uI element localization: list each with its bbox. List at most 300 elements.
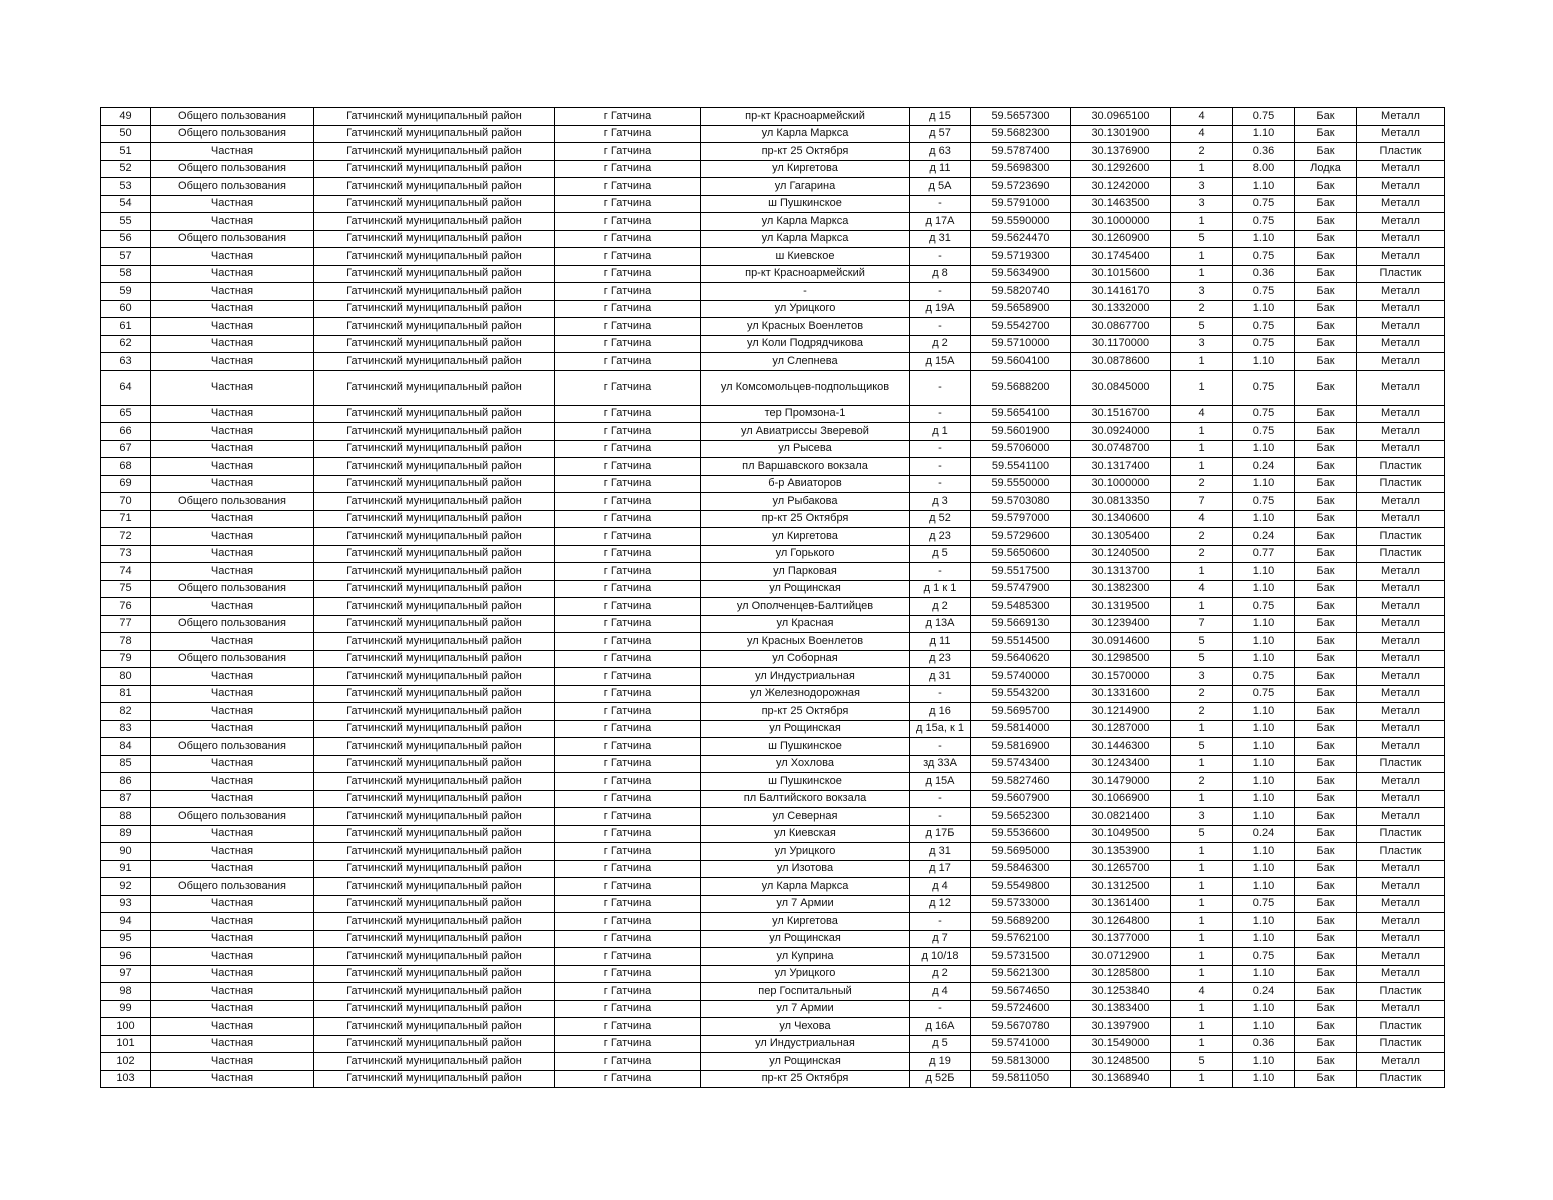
cell-latitude: 59.5688200	[971, 370, 1071, 405]
cell-container-volume: 1.10	[1233, 440, 1295, 458]
cell-house: -	[910, 685, 971, 703]
cell-material: Металл	[1357, 283, 1445, 301]
cell-ownership-type: Частная	[151, 965, 314, 983]
cell-district: Гатчинский муниципальный район	[314, 283, 555, 301]
cell-longitude: 30.1243400	[1071, 755, 1171, 773]
cell-house: -	[910, 248, 971, 266]
cell-longitude: 30.1170000	[1071, 335, 1171, 353]
cell-district: Гатчинский муниципальный район	[314, 353, 555, 371]
cell-street: ул Северная	[701, 808, 910, 826]
cell-longitude: 30.1383400	[1071, 1000, 1171, 1018]
cell-container-volume: 0.75	[1233, 493, 1295, 511]
cell-container-type: Бак	[1295, 965, 1357, 983]
cell-district: Гатчинский муниципальный район	[314, 160, 555, 178]
cell-ownership-type: Частная	[151, 948, 314, 966]
cell-settlement: г Гатчина	[555, 668, 701, 686]
table-row	[101, 195, 1445, 213]
cell-house: -	[910, 563, 971, 581]
cell-longitude: 30.1312500	[1071, 878, 1171, 896]
cell-container-count: 1	[1171, 458, 1233, 476]
cell-material: Металл	[1357, 318, 1445, 336]
cell-container-count: 3	[1171, 668, 1233, 686]
cell-ownership-type: Частная	[151, 213, 314, 231]
cell-container-volume: 0.75	[1233, 335, 1295, 353]
cell-district: Гатчинский муниципальный район	[314, 405, 555, 423]
cell-container-count: 1	[1171, 353, 1233, 371]
cell-street: ул Карла Маркса	[701, 878, 910, 896]
cell-street: ул Красных Военлетов	[701, 318, 910, 336]
cell-container-volume: 1.10	[1233, 563, 1295, 581]
table-row	[101, 160, 1445, 178]
cell-material: Металл	[1357, 615, 1445, 633]
cell-container-type: Бак	[1295, 790, 1357, 808]
cell-material: Металл	[1357, 895, 1445, 913]
cell-latitude: 59.5813000	[971, 1053, 1071, 1071]
cell-longitude: 30.1745400	[1071, 248, 1171, 266]
cell-district: Гатчинский муниципальный район	[314, 475, 555, 493]
cell-latitude: 59.5607900	[971, 790, 1071, 808]
cell-row-number: 82	[101, 703, 151, 721]
cell-house: д 3	[910, 493, 971, 511]
cell-settlement: г Гатчина	[555, 300, 701, 318]
cell-street: ул Киевская	[701, 825, 910, 843]
cell-house: д 63	[910, 143, 971, 161]
cell-settlement: г Гатчина	[555, 825, 701, 843]
cell-house: д 17Б	[910, 825, 971, 843]
cell-ownership-type: Частная	[151, 335, 314, 353]
cell-ownership-type: Частная	[151, 703, 314, 721]
cell-latitude: 59.5514500	[971, 633, 1071, 651]
cell-district: Гатчинский муниципальный район	[314, 965, 555, 983]
cell-container-count: 5	[1171, 1053, 1233, 1071]
table-row	[101, 668, 1445, 686]
table-row	[101, 563, 1445, 581]
cell-latitude: 59.5706000	[971, 440, 1071, 458]
cell-material: Пластик	[1357, 983, 1445, 1001]
cell-settlement: г Гатчина	[555, 1018, 701, 1036]
cell-material: Металл	[1357, 335, 1445, 353]
cell-container-count: 2	[1171, 703, 1233, 721]
cell-house: д 16	[910, 703, 971, 721]
cell-material: Металл	[1357, 703, 1445, 721]
cell-container-count: 5	[1171, 738, 1233, 756]
cell-latitude: 59.5743400	[971, 755, 1071, 773]
cell-container-count: 3	[1171, 808, 1233, 826]
cell-container-count: 1	[1171, 563, 1233, 581]
cell-container-volume: 1.10	[1233, 300, 1295, 318]
cell-material: Пластик	[1357, 265, 1445, 283]
cell-ownership-type: Частная	[151, 545, 314, 563]
cell-container-type: Бак	[1295, 458, 1357, 476]
cell-row-number: 67	[101, 440, 151, 458]
cell-house: -	[910, 475, 971, 493]
cell-container-volume: 1.10	[1233, 930, 1295, 948]
cell-latitude: 59.5674650	[971, 983, 1071, 1001]
cell-longitude: 30.1292600	[1071, 160, 1171, 178]
cell-street: тер Промзона-1	[701, 405, 910, 423]
cell-material: Металл	[1357, 510, 1445, 528]
table-row	[101, 545, 1445, 563]
cell-container-volume: 1.10	[1233, 790, 1295, 808]
cell-ownership-type: Общего пользования	[151, 878, 314, 896]
cell-container-volume: 0.24	[1233, 528, 1295, 546]
cell-longitude: 30.1248500	[1071, 1053, 1171, 1071]
cell-container-count: 5	[1171, 633, 1233, 651]
table-row	[101, 790, 1445, 808]
cell-ownership-type: Частная	[151, 1035, 314, 1053]
cell-row-number: 90	[101, 843, 151, 861]
table-row	[101, 1000, 1445, 1018]
cell-settlement: г Гатчина	[555, 1035, 701, 1053]
cell-container-volume: 0.24	[1233, 458, 1295, 476]
cell-settlement: г Гатчина	[555, 125, 701, 143]
cell-row-number: 71	[101, 510, 151, 528]
cell-ownership-type: Общего пользования	[151, 808, 314, 826]
table-row	[101, 1070, 1445, 1088]
cell-container-volume: 0.75	[1233, 668, 1295, 686]
cell-material: Металл	[1357, 948, 1445, 966]
cell-settlement: г Гатчина	[555, 790, 701, 808]
cell-container-count: 4	[1171, 580, 1233, 598]
cell-container-type: Бак	[1295, 738, 1357, 756]
cell-container-count: 1	[1171, 843, 1233, 861]
cell-material: Металл	[1357, 405, 1445, 423]
cell-container-count: 5	[1171, 650, 1233, 668]
cell-house: д 2	[910, 598, 971, 616]
table-row	[101, 108, 1445, 126]
cell-longitude: 30.1446300	[1071, 738, 1171, 756]
cell-longitude: 30.1361400	[1071, 895, 1171, 913]
cell-district: Гатчинский муниципальный район	[314, 440, 555, 458]
cell-district: Гатчинский муниципальный район	[314, 493, 555, 511]
cell-house: -	[910, 440, 971, 458]
cell-container-volume: 1.10	[1233, 1070, 1295, 1088]
cell-container-type: Бак	[1295, 195, 1357, 213]
table-row	[101, 580, 1445, 598]
cell-container-count: 1	[1171, 790, 1233, 808]
cell-container-volume: 8.00	[1233, 160, 1295, 178]
cell-district: Гатчинский муниципальный район	[314, 195, 555, 213]
cell-material: Пластик	[1357, 1035, 1445, 1053]
table-row	[101, 440, 1445, 458]
cell-street: ул Гагарина	[701, 178, 910, 196]
cell-latitude: 59.5791000	[971, 195, 1071, 213]
cell-container-type: Бак	[1295, 545, 1357, 563]
cell-district: Гатчинский муниципальный район	[314, 1070, 555, 1088]
cell-container-type: Бак	[1295, 143, 1357, 161]
cell-container-count: 4	[1171, 108, 1233, 126]
cell-street: ул Железнодорожная	[701, 685, 910, 703]
cell-container-volume: 0.24	[1233, 983, 1295, 1001]
cell-container-type: Бак	[1295, 353, 1357, 371]
cell-container-count: 1	[1171, 265, 1233, 283]
cell-street: ул Рощинская	[701, 720, 910, 738]
cell-latitude: 59.5762100	[971, 930, 1071, 948]
cell-latitude: 59.5811050	[971, 1070, 1071, 1088]
cell-latitude: 59.5846300	[971, 860, 1071, 878]
cell-container-type: Бак	[1295, 808, 1357, 826]
cell-district: Гатчинский муниципальный район	[314, 983, 555, 1001]
cell-longitude: 30.1301900	[1071, 125, 1171, 143]
cell-row-number: 101	[101, 1035, 151, 1053]
cell-ownership-type: Частная	[151, 248, 314, 266]
cell-street: ул Слепнева	[701, 353, 910, 371]
cell-house: д 2	[910, 965, 971, 983]
cell-container-count: 2	[1171, 475, 1233, 493]
cell-street: ул Красных Военлетов	[701, 633, 910, 651]
cell-ownership-type: Частная	[151, 633, 314, 651]
cell-container-volume: 1.10	[1233, 230, 1295, 248]
cell-container-volume: 0.75	[1233, 423, 1295, 441]
table-row	[101, 143, 1445, 161]
cell-material: Металл	[1357, 965, 1445, 983]
cell-street: пр-кт 25 Октября	[701, 510, 910, 528]
cell-row-number: 80	[101, 668, 151, 686]
cell-material: Металл	[1357, 738, 1445, 756]
cell-latitude: 59.5723690	[971, 178, 1071, 196]
cell-row-number: 86	[101, 773, 151, 791]
cell-ownership-type: Частная	[151, 773, 314, 791]
cell-container-count: 1	[1171, 1018, 1233, 1036]
table-row	[101, 983, 1445, 1001]
cell-street: ул Красная	[701, 615, 910, 633]
cell-container-type: Бак	[1295, 108, 1357, 126]
cell-street: пл Варшавского вокзала	[701, 458, 910, 476]
cell-house: д 15а, к 1	[910, 720, 971, 738]
cell-material: Металл	[1357, 860, 1445, 878]
cell-row-number: 55	[101, 213, 151, 231]
cell-ownership-type: Частная	[151, 265, 314, 283]
table-row	[101, 405, 1445, 423]
cell-settlement: г Гатчина	[555, 738, 701, 756]
cell-container-type: Бак	[1295, 1053, 1357, 1071]
cell-longitude: 30.0712900	[1071, 948, 1171, 966]
cell-container-type: Бак	[1295, 265, 1357, 283]
cell-ownership-type: Частная	[151, 790, 314, 808]
cell-ownership-type: Частная	[151, 475, 314, 493]
cell-row-number: 74	[101, 563, 151, 581]
cell-ownership-type: Частная	[151, 930, 314, 948]
cell-settlement: г Гатчина	[555, 878, 701, 896]
cell-latitude: 59.5550000	[971, 475, 1071, 493]
cell-house: д 15А	[910, 773, 971, 791]
cell-container-volume: 1.10	[1233, 755, 1295, 773]
cell-district: Гатчинский муниципальный район	[314, 650, 555, 668]
cell-ownership-type: Частная	[151, 895, 314, 913]
cell-district: Гатчинский муниципальный район	[314, 335, 555, 353]
cell-district: Гатчинский муниципальный район	[314, 878, 555, 896]
cell-district: Гатчинский муниципальный район	[314, 563, 555, 581]
cell-longitude: 30.1376900	[1071, 143, 1171, 161]
cell-latitude: 59.5740000	[971, 668, 1071, 686]
cell-material: Металл	[1357, 300, 1445, 318]
cell-house: д 19	[910, 1053, 971, 1071]
cell-district: Гатчинский муниципальный район	[314, 1018, 555, 1036]
cell-latitude: 59.5741000	[971, 1035, 1071, 1053]
cell-container-type: Бак	[1295, 580, 1357, 598]
cell-settlement: г Гатчина	[555, 178, 701, 196]
table-row	[101, 720, 1445, 738]
cell-latitude: 59.5820740	[971, 283, 1071, 301]
cell-ownership-type: Частная	[151, 195, 314, 213]
cell-container-volume: 0.36	[1233, 1035, 1295, 1053]
cell-container-count: 2	[1171, 300, 1233, 318]
cell-house: д 13А	[910, 615, 971, 633]
cell-ownership-type: Частная	[151, 913, 314, 931]
cell-longitude: 30.1253840	[1071, 983, 1171, 1001]
cell-container-count: 1	[1171, 878, 1233, 896]
cell-house: д 11	[910, 633, 971, 651]
cell-street: пер Госпитальный	[701, 983, 910, 1001]
cell-row-number: 73	[101, 545, 151, 563]
cell-container-count: 2	[1171, 143, 1233, 161]
cell-settlement: г Гатчина	[555, 633, 701, 651]
table-row	[101, 633, 1445, 651]
table-row	[101, 650, 1445, 668]
cell-ownership-type: Общего пользования	[151, 493, 314, 511]
cell-container-volume: 1.10	[1233, 773, 1295, 791]
cell-container-type: Бак	[1295, 1018, 1357, 1036]
cell-container-type: Бак	[1295, 318, 1357, 336]
cell-row-number: 56	[101, 230, 151, 248]
cell-house: д 7	[910, 930, 971, 948]
table-row	[101, 230, 1445, 248]
cell-row-number: 57	[101, 248, 151, 266]
cell-street: ул Изотова	[701, 860, 910, 878]
cell-district: Гатчинский муниципальный район	[314, 755, 555, 773]
cell-container-type: Бак	[1295, 668, 1357, 686]
cell-district: Гатчинский муниципальный район	[314, 143, 555, 161]
cell-street: ул 7 Армии	[701, 1000, 910, 1018]
cell-material: Металл	[1357, 125, 1445, 143]
cell-material: Металл	[1357, 353, 1445, 371]
cell-ownership-type: Частная	[151, 440, 314, 458]
cell-container-volume: 0.75	[1233, 283, 1295, 301]
cell-container-count: 1	[1171, 440, 1233, 458]
cell-row-number: 66	[101, 423, 151, 441]
cell-container-volume: 0.75	[1233, 370, 1295, 405]
cell-latitude: 59.5827460	[971, 773, 1071, 791]
cell-street: ул 7 Армии	[701, 895, 910, 913]
cell-container-type: Бак	[1295, 685, 1357, 703]
cell-district: Гатчинский муниципальный район	[314, 703, 555, 721]
cell-container-count: 2	[1171, 773, 1233, 791]
cell-house: д 15А	[910, 353, 971, 371]
cell-longitude: 30.0867700	[1071, 318, 1171, 336]
cell-ownership-type: Частная	[151, 685, 314, 703]
cell-street: ул Горького	[701, 545, 910, 563]
cell-latitude: 59.5652300	[971, 808, 1071, 826]
cell-longitude: 30.1015600	[1071, 265, 1171, 283]
cell-container-type: Бак	[1295, 720, 1357, 738]
cell-district: Гатчинский муниципальный район	[314, 108, 555, 126]
cell-longitude: 30.1214900	[1071, 703, 1171, 721]
cell-district: Гатчинский муниципальный район	[314, 668, 555, 686]
cell-container-count: 7	[1171, 615, 1233, 633]
cell-longitude: 30.1000000	[1071, 213, 1171, 231]
cell-container-type: Бак	[1295, 913, 1357, 931]
table-row	[101, 510, 1445, 528]
cell-settlement: г Гатчина	[555, 405, 701, 423]
cell-street: ул Урицкого	[701, 300, 910, 318]
cell-settlement: г Гатчина	[555, 983, 701, 1001]
table-row	[101, 825, 1445, 843]
cell-settlement: г Гатчина	[555, 160, 701, 178]
cell-row-number: 87	[101, 790, 151, 808]
cell-longitude: 30.1368940	[1071, 1070, 1171, 1088]
cell-house: д 11	[910, 160, 971, 178]
cell-district: Гатчинский муниципальный район	[314, 178, 555, 196]
cell-street: ул Карла Маркса	[701, 125, 910, 143]
cell-settlement: г Гатчина	[555, 248, 701, 266]
cell-longitude: 30.1377000	[1071, 930, 1171, 948]
cell-row-number: 83	[101, 720, 151, 738]
cell-latitude: 59.5724600	[971, 1000, 1071, 1018]
cell-latitude: 59.5542700	[971, 318, 1071, 336]
cell-material: Металл	[1357, 370, 1445, 405]
cell-container-type: Бак	[1295, 598, 1357, 616]
cell-row-number: 92	[101, 878, 151, 896]
cell-longitude: 30.1066900	[1071, 790, 1171, 808]
cell-material: Металл	[1357, 195, 1445, 213]
cell-settlement: г Гатчина	[555, 510, 701, 528]
cell-street: ул Карла Маркса	[701, 213, 910, 231]
cell-container-count: 3	[1171, 335, 1233, 353]
cell-house: д 15	[910, 108, 971, 126]
table-row	[101, 1035, 1445, 1053]
cell-settlement: г Гатчина	[555, 755, 701, 773]
cell-row-number: 85	[101, 755, 151, 773]
cell-ownership-type: Частная	[151, 370, 314, 405]
waste-sites-table	[100, 107, 1445, 1088]
cell-settlement: г Гатчина	[555, 773, 701, 791]
cell-container-type: Бак	[1295, 440, 1357, 458]
cell-district: Гатчинский муниципальный район	[314, 458, 555, 476]
cell-street: ул Рощинская	[701, 580, 910, 598]
cell-container-count: 5	[1171, 318, 1233, 336]
cell-street: ул Куприна	[701, 948, 910, 966]
cell-material: Металл	[1357, 685, 1445, 703]
cell-district: Гатчинский муниципальный район	[314, 1053, 555, 1071]
cell-street: ул Коли Подрядчикова	[701, 335, 910, 353]
cell-latitude: 59.5814000	[971, 720, 1071, 738]
cell-container-count: 5	[1171, 230, 1233, 248]
cell-ownership-type: Частная	[151, 598, 314, 616]
cell-container-count: 2	[1171, 545, 1233, 563]
cell-ownership-type: Частная	[151, 283, 314, 301]
cell-ownership-type: Частная	[151, 143, 314, 161]
cell-house: д 1 к 1	[910, 580, 971, 598]
cell-ownership-type: Общего пользования	[151, 178, 314, 196]
cell-material: Металл	[1357, 773, 1445, 791]
cell-ownership-type: Частная	[151, 318, 314, 336]
cell-container-volume: 0.75	[1233, 598, 1295, 616]
cell-container-type: Бак	[1295, 1035, 1357, 1053]
cell-container-count: 1	[1171, 930, 1233, 948]
cell-longitude: 30.1240500	[1071, 545, 1171, 563]
cell-house: -	[910, 1000, 971, 1018]
cell-longitude: 30.1239400	[1071, 615, 1171, 633]
cell-material: Пластик	[1357, 475, 1445, 493]
cell-container-volume: 1.10	[1233, 720, 1295, 738]
table-body	[101, 108, 1445, 1088]
cell-district: Гатчинский муниципальный район	[314, 265, 555, 283]
cell-row-number: 100	[101, 1018, 151, 1036]
cell-container-count: 1	[1171, 860, 1233, 878]
cell-district: Гатчинский муниципальный район	[314, 738, 555, 756]
cell-material: Пластик	[1357, 1070, 1445, 1088]
cell-ownership-type: Общего пользования	[151, 230, 314, 248]
